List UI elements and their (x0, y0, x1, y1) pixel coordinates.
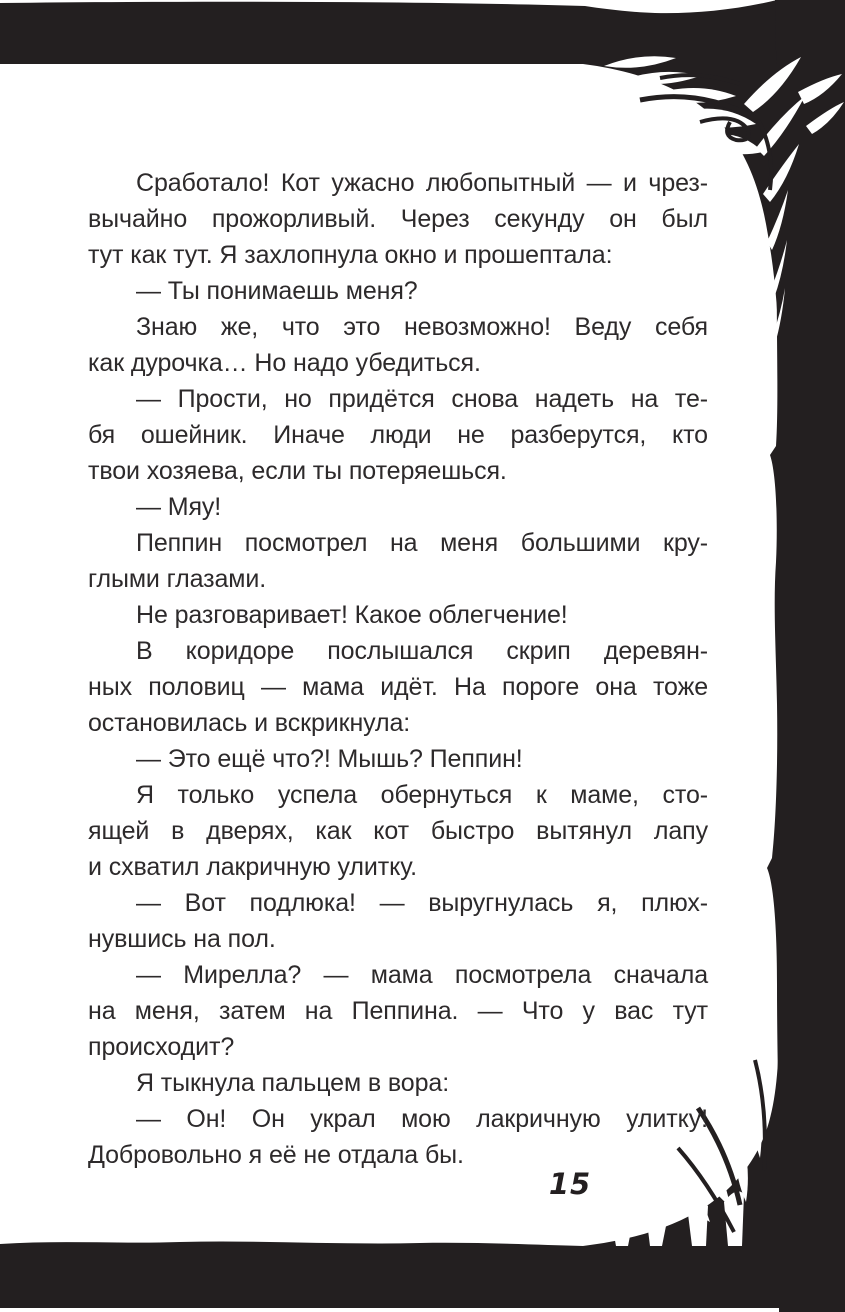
paragraph (88, 309, 708, 381)
paragraph (88, 165, 708, 273)
bottom-ink-border-shape (0, 1242, 845, 1308)
text-line: Сработало! Кот ужасно любопытный — и чрез- (136, 169, 708, 197)
text-line: ящей в дверях, как кот быстро вытянул лапу (88, 817, 708, 845)
page-number: 15 (548, 1167, 592, 1201)
text-line: Я только успела обернуться к маме, сто- (136, 781, 708, 809)
text-line: нувшись на пол. (88, 925, 276, 953)
paragraph (88, 273, 708, 309)
paragraph (88, 597, 708, 633)
paragraph (88, 1101, 708, 1173)
text-line: — Мирелла? — мама посмотрела сначала (136, 961, 708, 989)
paragraph (88, 957, 708, 1065)
text-line: на меня, затем на Пеппина. — Что у вас тут (88, 997, 708, 1025)
page-text (88, 165, 708, 1173)
paragraph (88, 381, 708, 489)
top-ink-border-shape (0, 0, 845, 64)
text-line: — Ты понимаешь меня? (136, 277, 418, 305)
text-line: остановилась и вскрикнула: (88, 709, 411, 737)
text-line: глыми глазами. (88, 565, 267, 593)
text-line: Не разговаривает! Какое облегчение! (136, 601, 568, 629)
text-line: — Вот подлюка! — выругнулась я, плюх- (136, 889, 708, 917)
text-line: ных половиц — мама идёт. На пороге она тоже (88, 673, 708, 701)
text-line: — Мяу! (136, 493, 222, 521)
text-line: — Это ещё что?! Мышь? Пеппин! (136, 745, 523, 773)
paragraph (88, 489, 708, 525)
text-line: Добровольно я её не отдала бы. (88, 1141, 464, 1169)
text-line: тут как тут. Я захлопнула окно и прошептала: (88, 241, 613, 269)
text-line: Знаю же, что это невозможно! Веду себя (136, 313, 708, 341)
text-line: В коридоре послышался скрип деревян- (136, 637, 708, 665)
paragraph (88, 633, 708, 741)
text-line: и схватил лакричную улитку. (88, 853, 417, 881)
paragraph (88, 777, 708, 885)
paragraph (88, 1065, 708, 1101)
text-line: Пеппин посмотрел на меня большими кру- (136, 529, 708, 557)
text-line: вычайно прожорливый. Через секунду он был (88, 205, 708, 233)
paragraph (88, 525, 708, 597)
text-line: происходит? (88, 1033, 235, 1061)
paragraph (88, 885, 708, 957)
paragraph (88, 741, 708, 777)
text-line: твои хозяева, если ты потеряешься. (88, 457, 507, 485)
text-line: — Он! Он украл мою лакричную улитку! (136, 1105, 708, 1133)
text-line: Я тыкнула пальцем в вора: (136, 1069, 450, 1097)
text-line: бя ошейник. Иначе люди не разберутся, кто (88, 421, 708, 449)
text-line: как дурочка… Но надо убедиться. (88, 349, 481, 377)
text-line: — Прости, но придётся снова надеть на те- (136, 385, 708, 413)
